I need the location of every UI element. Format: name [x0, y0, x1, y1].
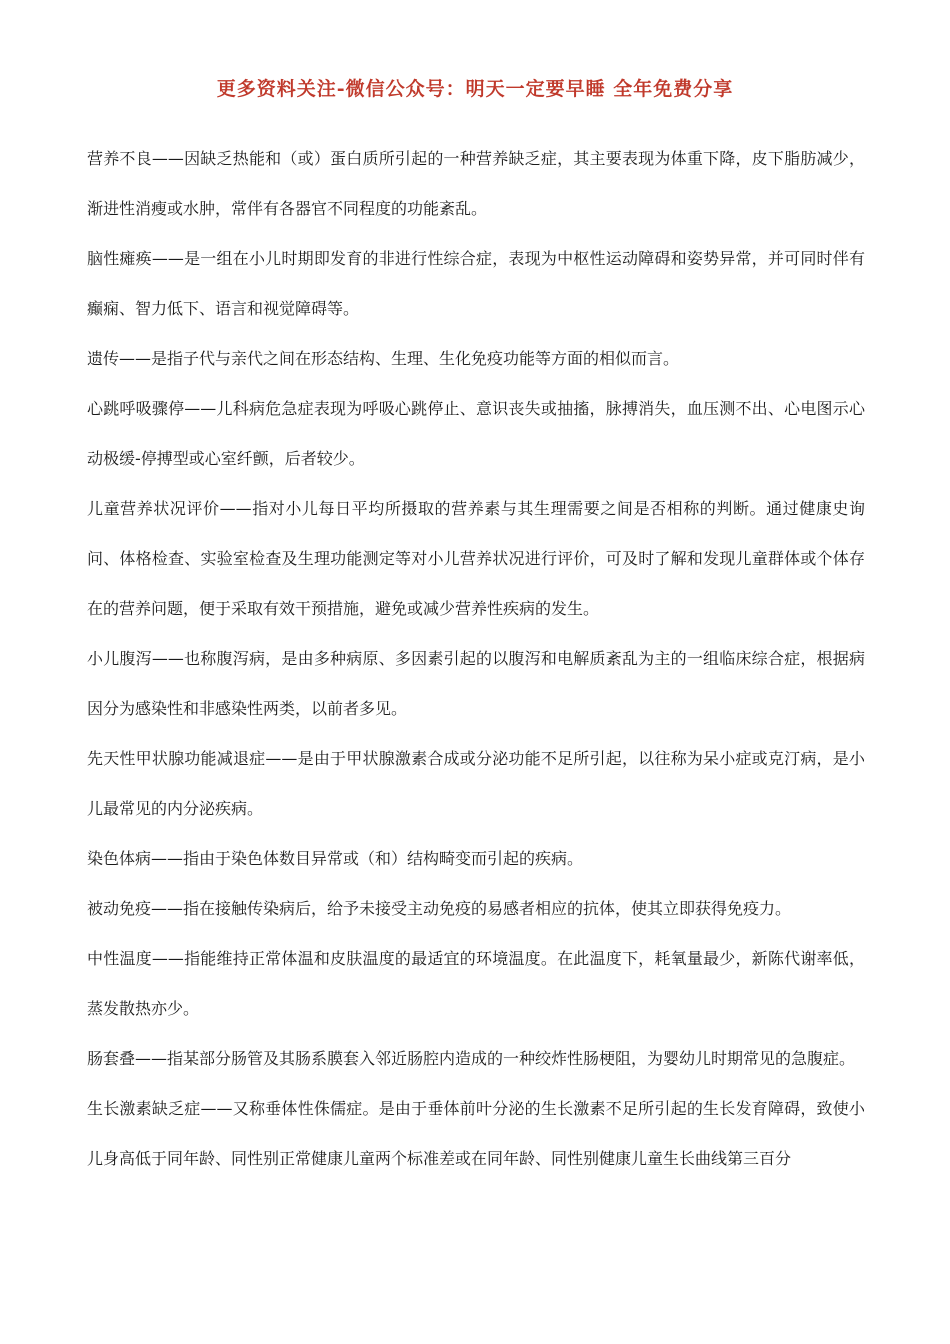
- term-entry-congenital-hypothyroidism: 先天性甲状腺功能减退症——是由于甲状腺激素合成或分泌功能不足所引起，以往称为呆小症或克汀病，是小儿最常见的内分泌疾病。: [87, 749, 865, 818]
- term-entry-intussusception: 肠套叠——指某部分肠管及其肠系膜套入邻近肠腔内造成的一种绞炸性肠梗阻，为婴幼儿时期常见的急腹症。: [87, 1049, 856, 1068]
- term-entry-neutral-temperature: 中性温度——指能维持正常体温和皮肤温度的最适宜的环境温度。在此温度下，耗氧量最少，新陈代谢率低，蒸发散热亦少。: [87, 949, 865, 1018]
- term-entry-growth-hormone-deficiency: 生长激素缺乏症——又称垂体性侏儒症。是由于垂体前叶分泌的生长激素不足所引起的生长发育障碍，致使小儿身高低于同年龄、同性别正常健康儿童两个标准差或在同年龄、同性别健康儿童生长曲线第三百分: [87, 1099, 865, 1168]
- term-entry-chromosomal-disease: 染色体病——指由于染色体数目异常或（和）结构畸变而引起的疾病。: [87, 849, 584, 868]
- term-entry-passive-immunity: 被动免疫——指在接触传染病后，给予未接受主动免疫的易感者相应的抗体，使其立即获得免疫力。: [87, 899, 792, 918]
- term-entry-infant-diarrhea: 小儿腹泻——也称腹泻病，是由多种病原、多因素引起的以腹泻和电解质紊乱为主的一组临床综合症，根据病因分为感染性和非感染性两类，以前者多见。: [87, 649, 865, 718]
- promo-banner: 更多资料关注-微信公众号：明天一定要早睡 全年免费分享: [216, 78, 734, 100]
- term-entry-cardiac-arrest: 心跳呼吸骤停——儿科病危急症表现为呼吸心跳停止、意识丧失或抽搐，脉搏消失，血压测不出、心电图示心动极缓-停搏型或心室纤颤，后者较少。: [87, 399, 865, 468]
- term-entry-heredity: 遗传——是指子代与亲代之间在形态结构、生理、生化免疫功能等方面的相似而言。: [87, 349, 680, 368]
- term-entry-malnutrition: 营养不良——因缺乏热能和（或）蛋白质所引起的一种营养缺乏症，其主要表现为体重下降，皮下脂肪减少，渐进性消瘦或水肿，常伴有各器官不同程度的功能紊乱。: [87, 149, 865, 218]
- glossary-body: [87, 134, 865, 1184]
- term-entry-nutrition-assessment: 儿童营养状况评价——指对小儿每日平均所摄取的营养素与其生理需要之间是否相称的判断。通过健康史询问、体格检查、实验室检查及生理功能测定等对小儿营养状况进行评价，可及时了解和发现儿童群体或个体存在的营养问题，便于采取有效干预措施，避免或减少营养性疾病的发生。: [87, 499, 865, 618]
- term-entry-cerebral-palsy: 脑性瘫痪——是一组在小儿时期即发育的非进行性综合症，表现为中枢性运动障碍和姿势异常，并可同时伴有癫痫、智力低下、语言和视觉障碍等。: [87, 249, 865, 318]
